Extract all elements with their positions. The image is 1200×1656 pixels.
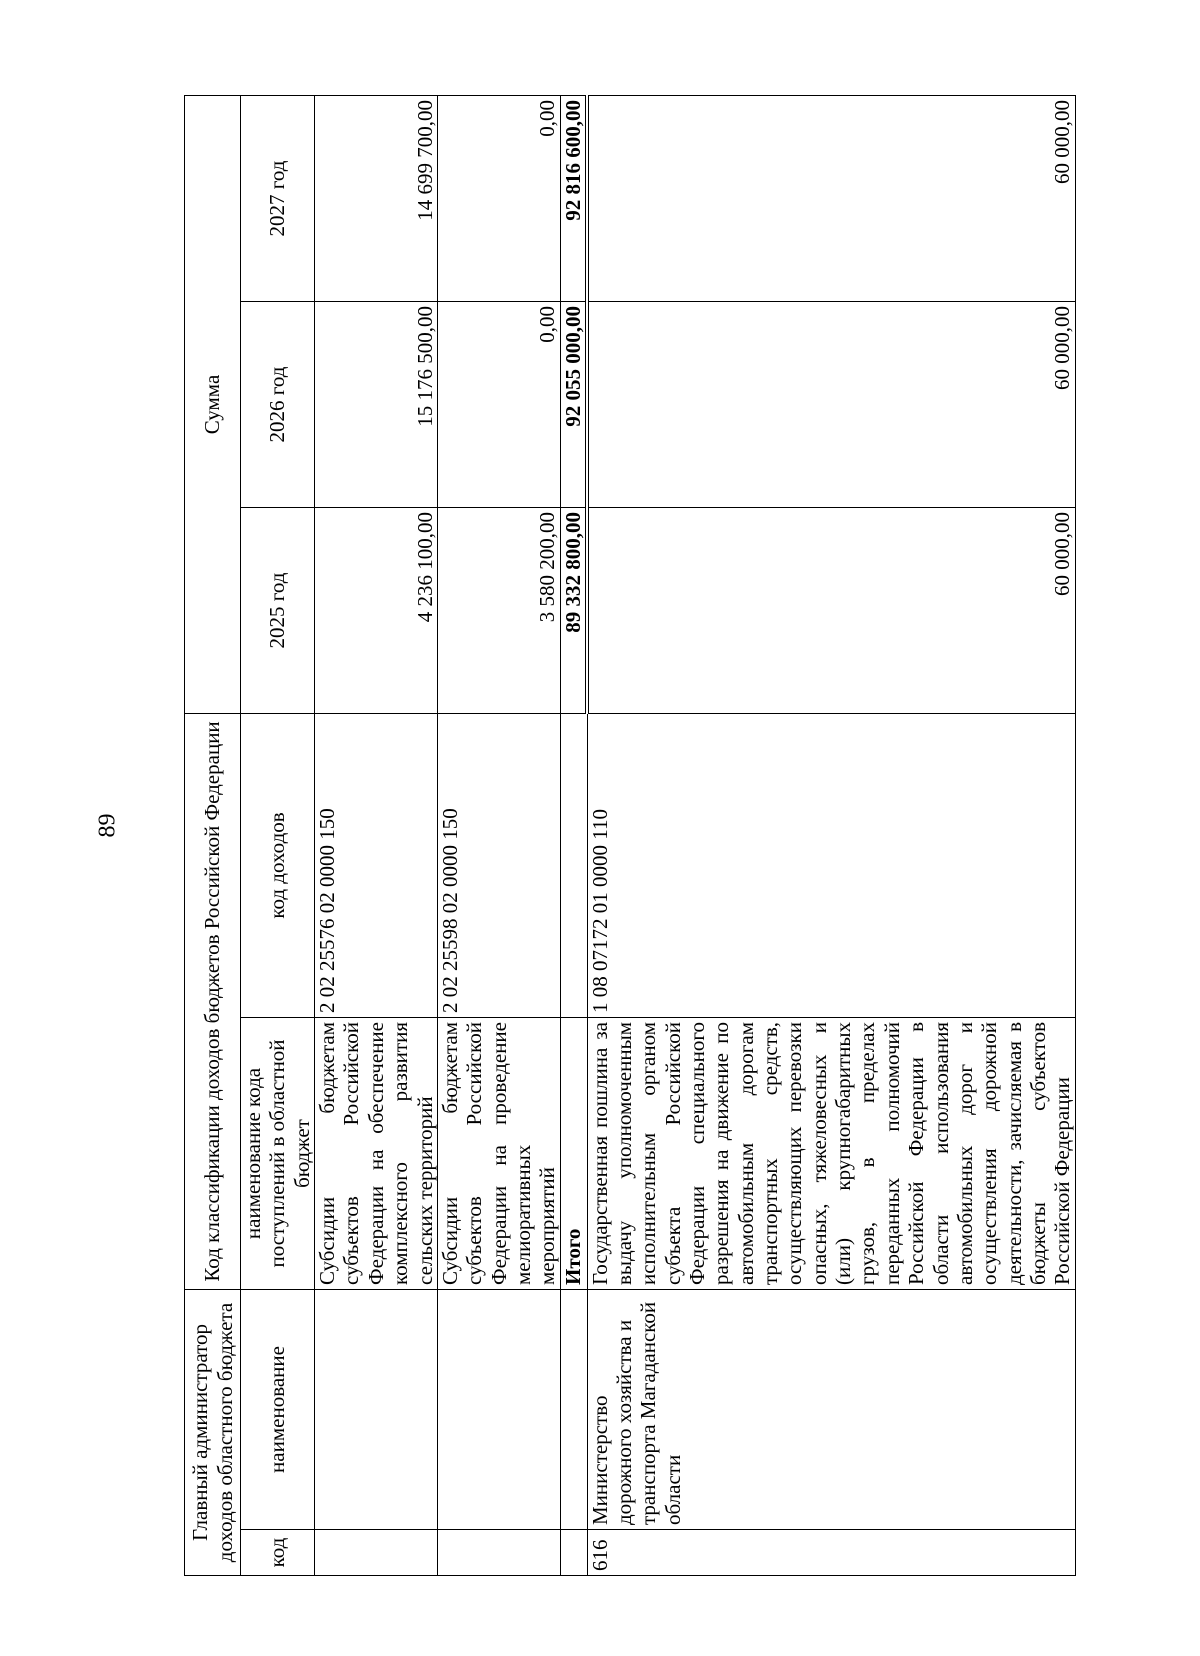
total-value-2027: 92 816 600,00 <box>560 95 587 301</box>
page-number: 89 <box>94 813 121 838</box>
table-row <box>315 95 438 1575</box>
col-income-code-header: код доходов <box>241 713 315 1017</box>
row-income-code: 2 02 25598 02 0000 150 <box>437 713 560 1017</box>
row-code <box>437 1530 560 1576</box>
admin-group-header: Главный администратор доходов областного бюджета <box>185 1290 241 1576</box>
row-income-name: Субсидии бюджетам субъектов Российской Федерации на проведение мелиоративных мероприятий <box>437 1018 560 1290</box>
row-value-2025: 60 000,00 <box>587 507 1075 713</box>
col-name-header: наименование <box>241 1290 315 1530</box>
row-income-code: 1 08 07172 01 0000 110 <box>587 713 1075 1017</box>
sum-group-header: Сумма <box>185 95 241 713</box>
row-income-name: Субсидии бюджетам субъектов Российской Федерации на обеспечение комплексного развития сельских территорий <box>315 1018 438 1290</box>
row-income-name: Государственная пошлина за выдачу уполномоченным исполнительным органом субъекта Российской Федерации специального разрешения на движение по автомобильным дорогам транспортных средств, осуществляющих перевозки опасных, тяжеловесных и (или) крупногабаритных грузов, в пределах переданных полномочий Российской Федерации в области использования автомобильных дорог и осуществления дорожной деятельности, зачисляемая в бюджеты субъектов Российской Федерации <box>587 1018 1075 1290</box>
code-group-header: Код классификации доходов бюджетов Российской Федерации <box>185 713 241 1289</box>
row-income-code: 2 02 25576 02 0000 150 <box>315 713 438 1017</box>
income-table <box>184 95 1076 1576</box>
total-label: Итого <box>560 1018 587 1290</box>
col-2027-header: 2027 год <box>241 95 315 301</box>
total-value-2026: 92 055 000,00 <box>560 301 587 507</box>
row-admin-name: Министерство дорожного хозяйства и транспорта Магаданской области <box>587 1290 1075 1530</box>
col-2025-header: 2025 год <box>241 507 315 713</box>
row-admin-name <box>437 1290 560 1530</box>
row-value-2026: 0,00 <box>437 301 560 507</box>
row-code <box>315 1530 438 1576</box>
col-2026-header: 2026 год <box>241 301 315 507</box>
col-income-name-header: наименование кода поступлений в областной бюджет <box>241 1018 315 1290</box>
rotated-table-wrapper <box>184 96 1075 1576</box>
total-row <box>560 95 587 1575</box>
table-row <box>437 95 560 1575</box>
col-code-header: код <box>241 1530 315 1576</box>
row-value-2027: 14 699 700,00 <box>315 95 438 301</box>
row-value-2027: 60 000,00 <box>587 95 1075 301</box>
total-income-code <box>560 713 587 1017</box>
total-value-2025: 89 332 800,00 <box>560 507 587 713</box>
row-value-2025: 3 580 200,00 <box>437 507 560 713</box>
total-code <box>560 1530 587 1576</box>
row-value-2026: 60 000,00 <box>587 301 1075 507</box>
row-value-2025: 4 236 100,00 <box>315 507 438 713</box>
row-admin-name <box>315 1290 438 1530</box>
table-row <box>587 95 1075 1575</box>
total-admin-name <box>560 1290 587 1530</box>
row-value-2027: 0,00 <box>437 95 560 301</box>
row-value-2026: 15 176 500,00 <box>315 301 438 507</box>
row-code: 616 <box>587 1530 1075 1576</box>
